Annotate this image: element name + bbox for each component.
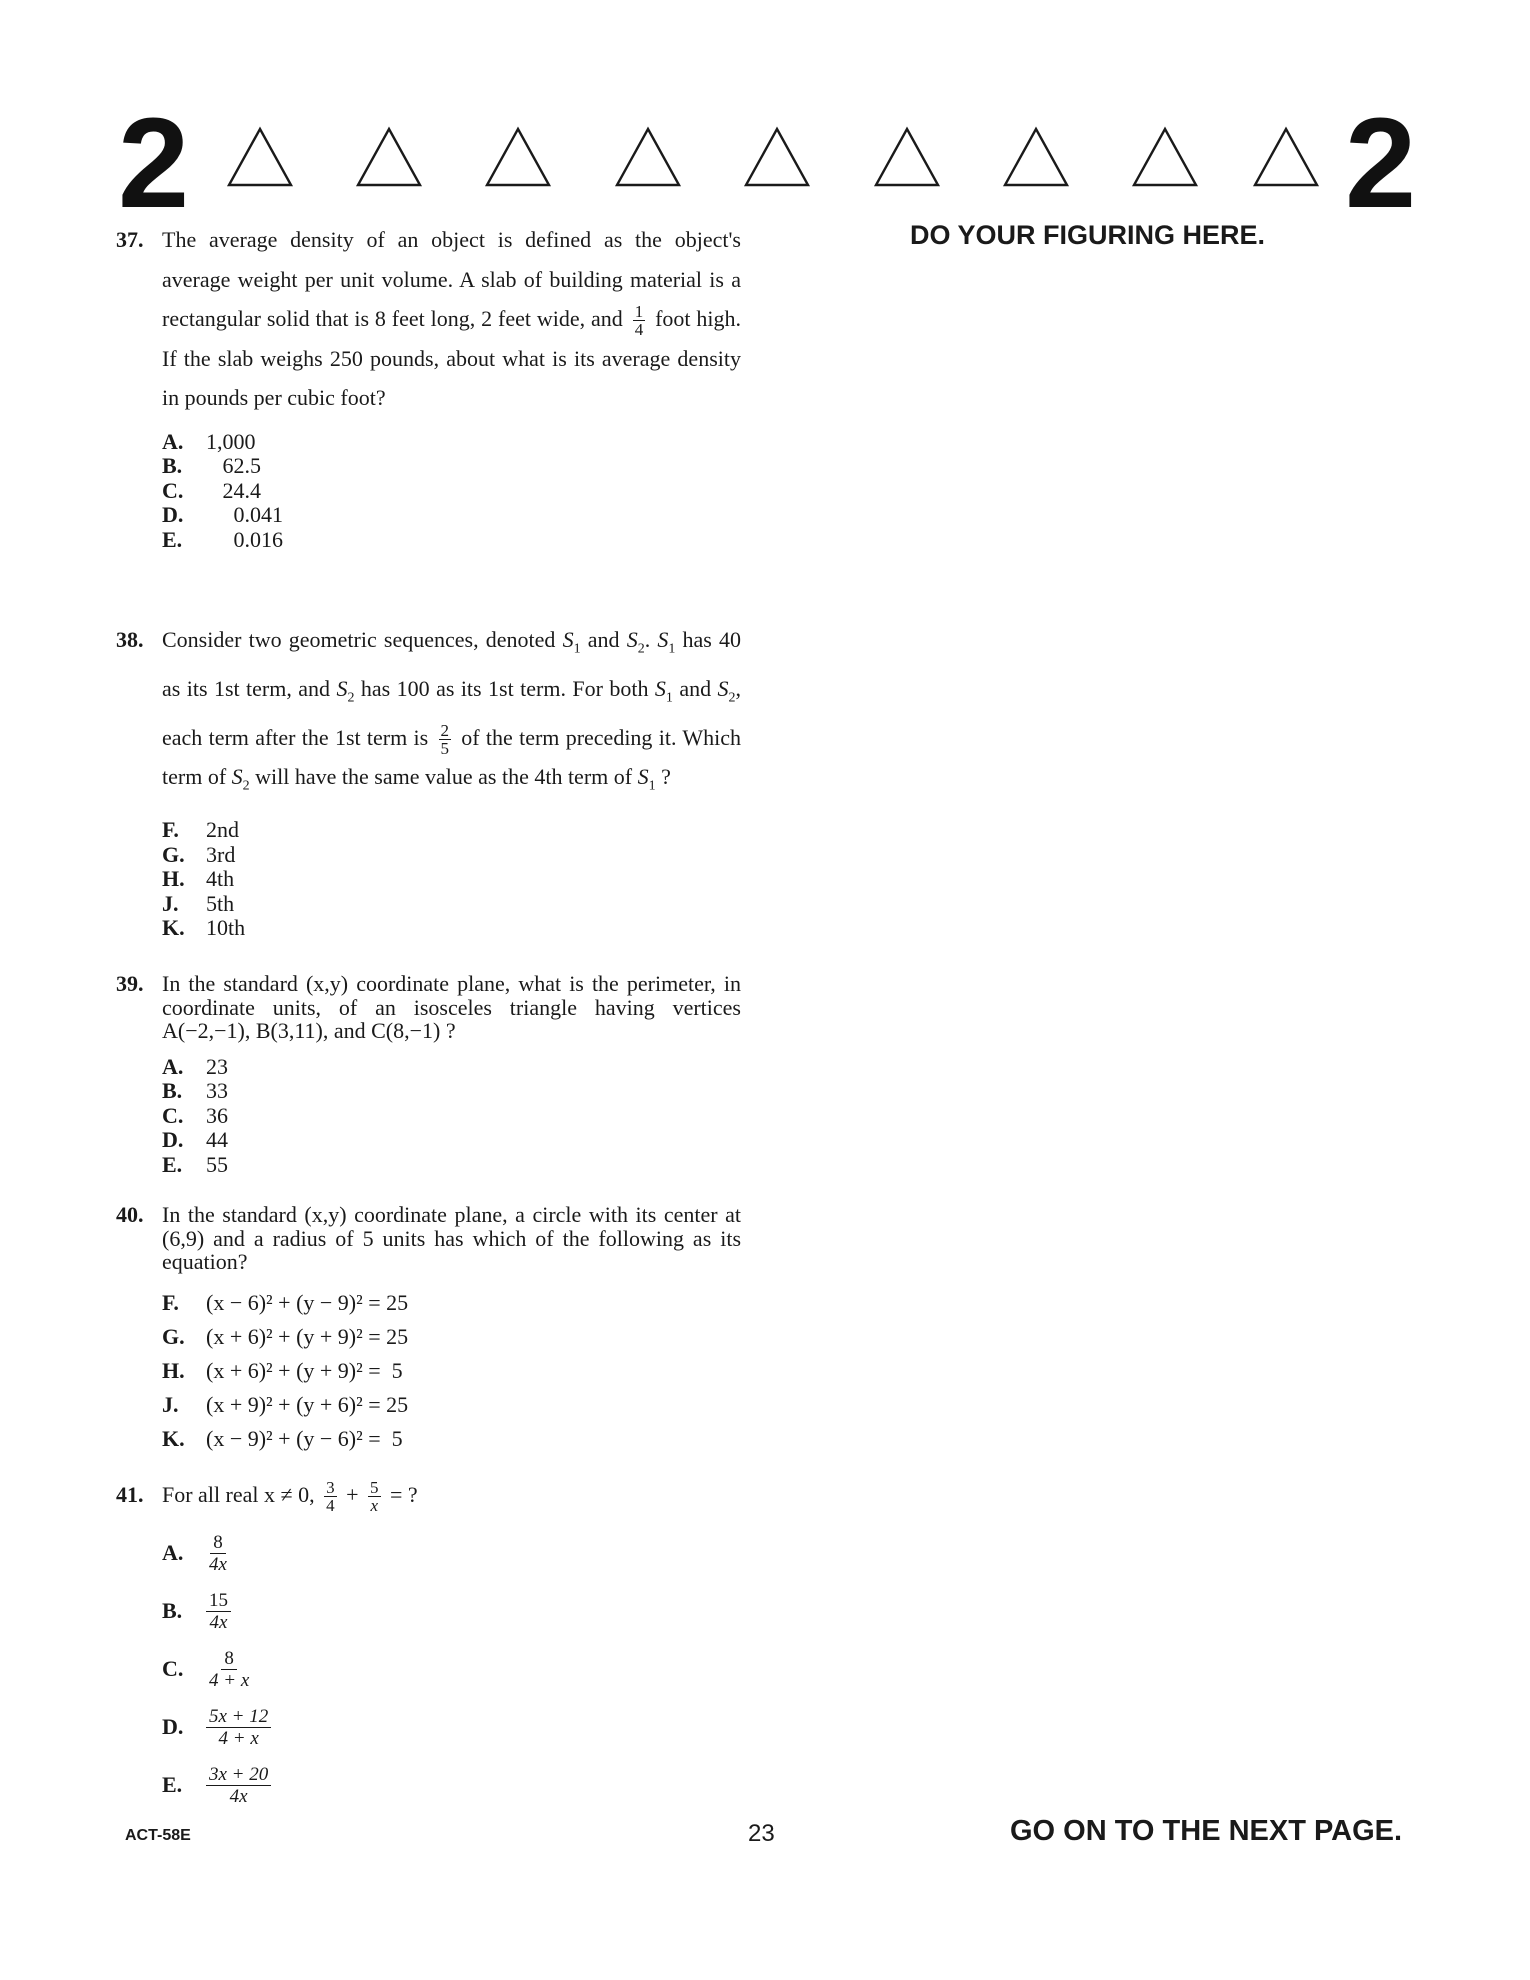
fraction: $\frac{1}{4}$	[634, 302, 644, 340]
answer-choice[interactable]: K. 10th	[162, 915, 246, 941]
question-37	[116, 220, 741, 552]
question-number: 40.	[116, 1202, 144, 1227]
answer-choices	[162, 818, 741, 941]
question-40	[116, 1203, 741, 1456]
form-code: ACT-58E	[125, 1827, 191, 1844]
answer-choice[interactable]: B. 33	[162, 1078, 228, 1103]
question-number: 41.	[116, 1482, 144, 1507]
triangle-icon	[1002, 126, 1070, 188]
triangle-icon	[355, 126, 423, 188]
answer-choices	[162, 1055, 741, 1178]
question-41: 41. For all real x ≠ 0, $\frac{3}{4}$ + $\frac{5}{x}$ = ? A. $\frac{8}{4x}$ B. $\frac{15}{4x}$ C. $\frac{8}{4 + x}$ D. $\frac{5x + 12}{4 + x}$ E. $\frac{3x + 20}{4x}$	[116, 1478, 741, 1814]
answer-choice[interactable]: F. 2nd	[162, 817, 239, 843]
answer-choice[interactable]: A. 23	[162, 1053, 228, 1079]
question-38: 38. Consider two geometric sequences, denoted $S_1$ and $S_2$. $S_1$ has 40 as its 1st term, and $S_2$ has 100 as its 1st term. For both $S_1$ and $S_2$, each term after the 1st term is $\frac{2}{5}$ of the term preceding it. Which term of $S_2$ will have the same value as the 4th term of $S_1$ ? F. 2nd G. 3rd H. 4th J. 5th K. 10th	[116, 620, 741, 941]
question-number: 37.	[116, 227, 144, 252]
section-number-right: 2	[1345, 92, 1417, 235]
answer-choice[interactable]: F. (x − 6)² + (y − 9)² = 25	[162, 1289, 409, 1315]
answer-choices	[162, 1286, 741, 1456]
page-number: 23	[748, 1820, 775, 1847]
answer-choice[interactable]: C. 36	[162, 1102, 228, 1128]
answer-choice[interactable]: A. $\frac{8}{4x}$	[162, 1531, 227, 1575]
answer-choice[interactable]: E. 55	[162, 1151, 228, 1177]
triangle-icon	[614, 126, 682, 188]
question-text: In the standard (x,y) coordinate plane, a circle with its center at (6,9) and a radius of 5 units has which of the following as its equation?	[162, 1202, 741, 1274]
answer-choice[interactable]: E. $\frac{3x + 20}{4x}$	[162, 1756, 741, 1814]
triangle-icon	[1252, 126, 1320, 188]
fraction: $\frac{3}{4}$	[326, 1478, 335, 1516]
question-number: 38.	[116, 627, 144, 652]
question-text-part-2: foot high. If the slab weighs 250 pounds, about what is its average density in pounds per cubic foot?	[162, 306, 742, 410]
triangle-icon	[484, 126, 552, 188]
answer-choice[interactable]: D. $\frac{5x + 12}{4 + x}$	[162, 1698, 741, 1756]
fraction: $\frac{5}{x}$	[370, 1478, 379, 1516]
triangle-icon	[226, 126, 294, 188]
answer-choice[interactable]: H. (x + 6)² + (y + 9)² = 5	[162, 1357, 403, 1383]
answer-choice[interactable]: B. $\frac{15}{4x}$	[162, 1582, 741, 1640]
answer-choices	[162, 430, 741, 553]
triangle-icon	[743, 126, 811, 188]
answer-choice[interactable]: A. 1,000	[162, 428, 256, 454]
answer-choice[interactable]: B. 62.5	[162, 453, 261, 478]
answer-choice[interactable]: J. (x + 9)² + (y + 6)² = 25	[162, 1391, 409, 1417]
answer-choice[interactable]: H. 4th	[162, 866, 235, 892]
question-text-part-1: The average density of an object is defined as the object's average weight per unit volume. A slab of building material is a rectangular solid that is 8 feet long, 2 feet wide, and	[162, 227, 741, 331]
triangle-icon	[873, 126, 941, 188]
answer-choice[interactable]: J. 5th	[162, 890, 235, 916]
answer-choice[interactable]: K. (x − 9)² + (y − 6)² = 5	[162, 1425, 403, 1451]
question-number: 39.	[116, 971, 144, 996]
answer-choice[interactable]: C. $\frac{8}{4 + x}$	[162, 1647, 250, 1691]
answer-choice[interactable]: G. (x + 6)² + (y + 9)² = 25	[162, 1323, 409, 1349]
fraction: $\frac{2}{5}$	[440, 721, 449, 759]
answer-choice[interactable]: G. 3rd	[162, 841, 236, 867]
answer-choice[interactable]: E. 0.016	[162, 526, 283, 552]
question-text: In the standard (x,y) coordinate plane, what is the perimeter, in coordinate units, of an isosceles triangle having vertices A(−2,−1), B(3,11), and C(8,−1) ?	[162, 971, 741, 1043]
answer-choice[interactable]: D. 0.041	[162, 502, 283, 527]
go-on-note: GO ON TO THE NEXT PAGE.	[1010, 1815, 1403, 1847]
question-text: For all real x ≠ 0,	[162, 1482, 315, 1507]
answer-choice[interactable]: D. 44	[162, 1127, 228, 1152]
figuring-note: DO YOUR FIGURING HERE.	[910, 220, 1266, 250]
answer-choices	[162, 1524, 741, 1814]
triangle-icon	[1131, 126, 1199, 188]
question-39	[116, 972, 741, 1177]
section-number-left: 2	[118, 92, 190, 235]
answer-choice[interactable]: C. 24.4	[162, 477, 261, 503]
